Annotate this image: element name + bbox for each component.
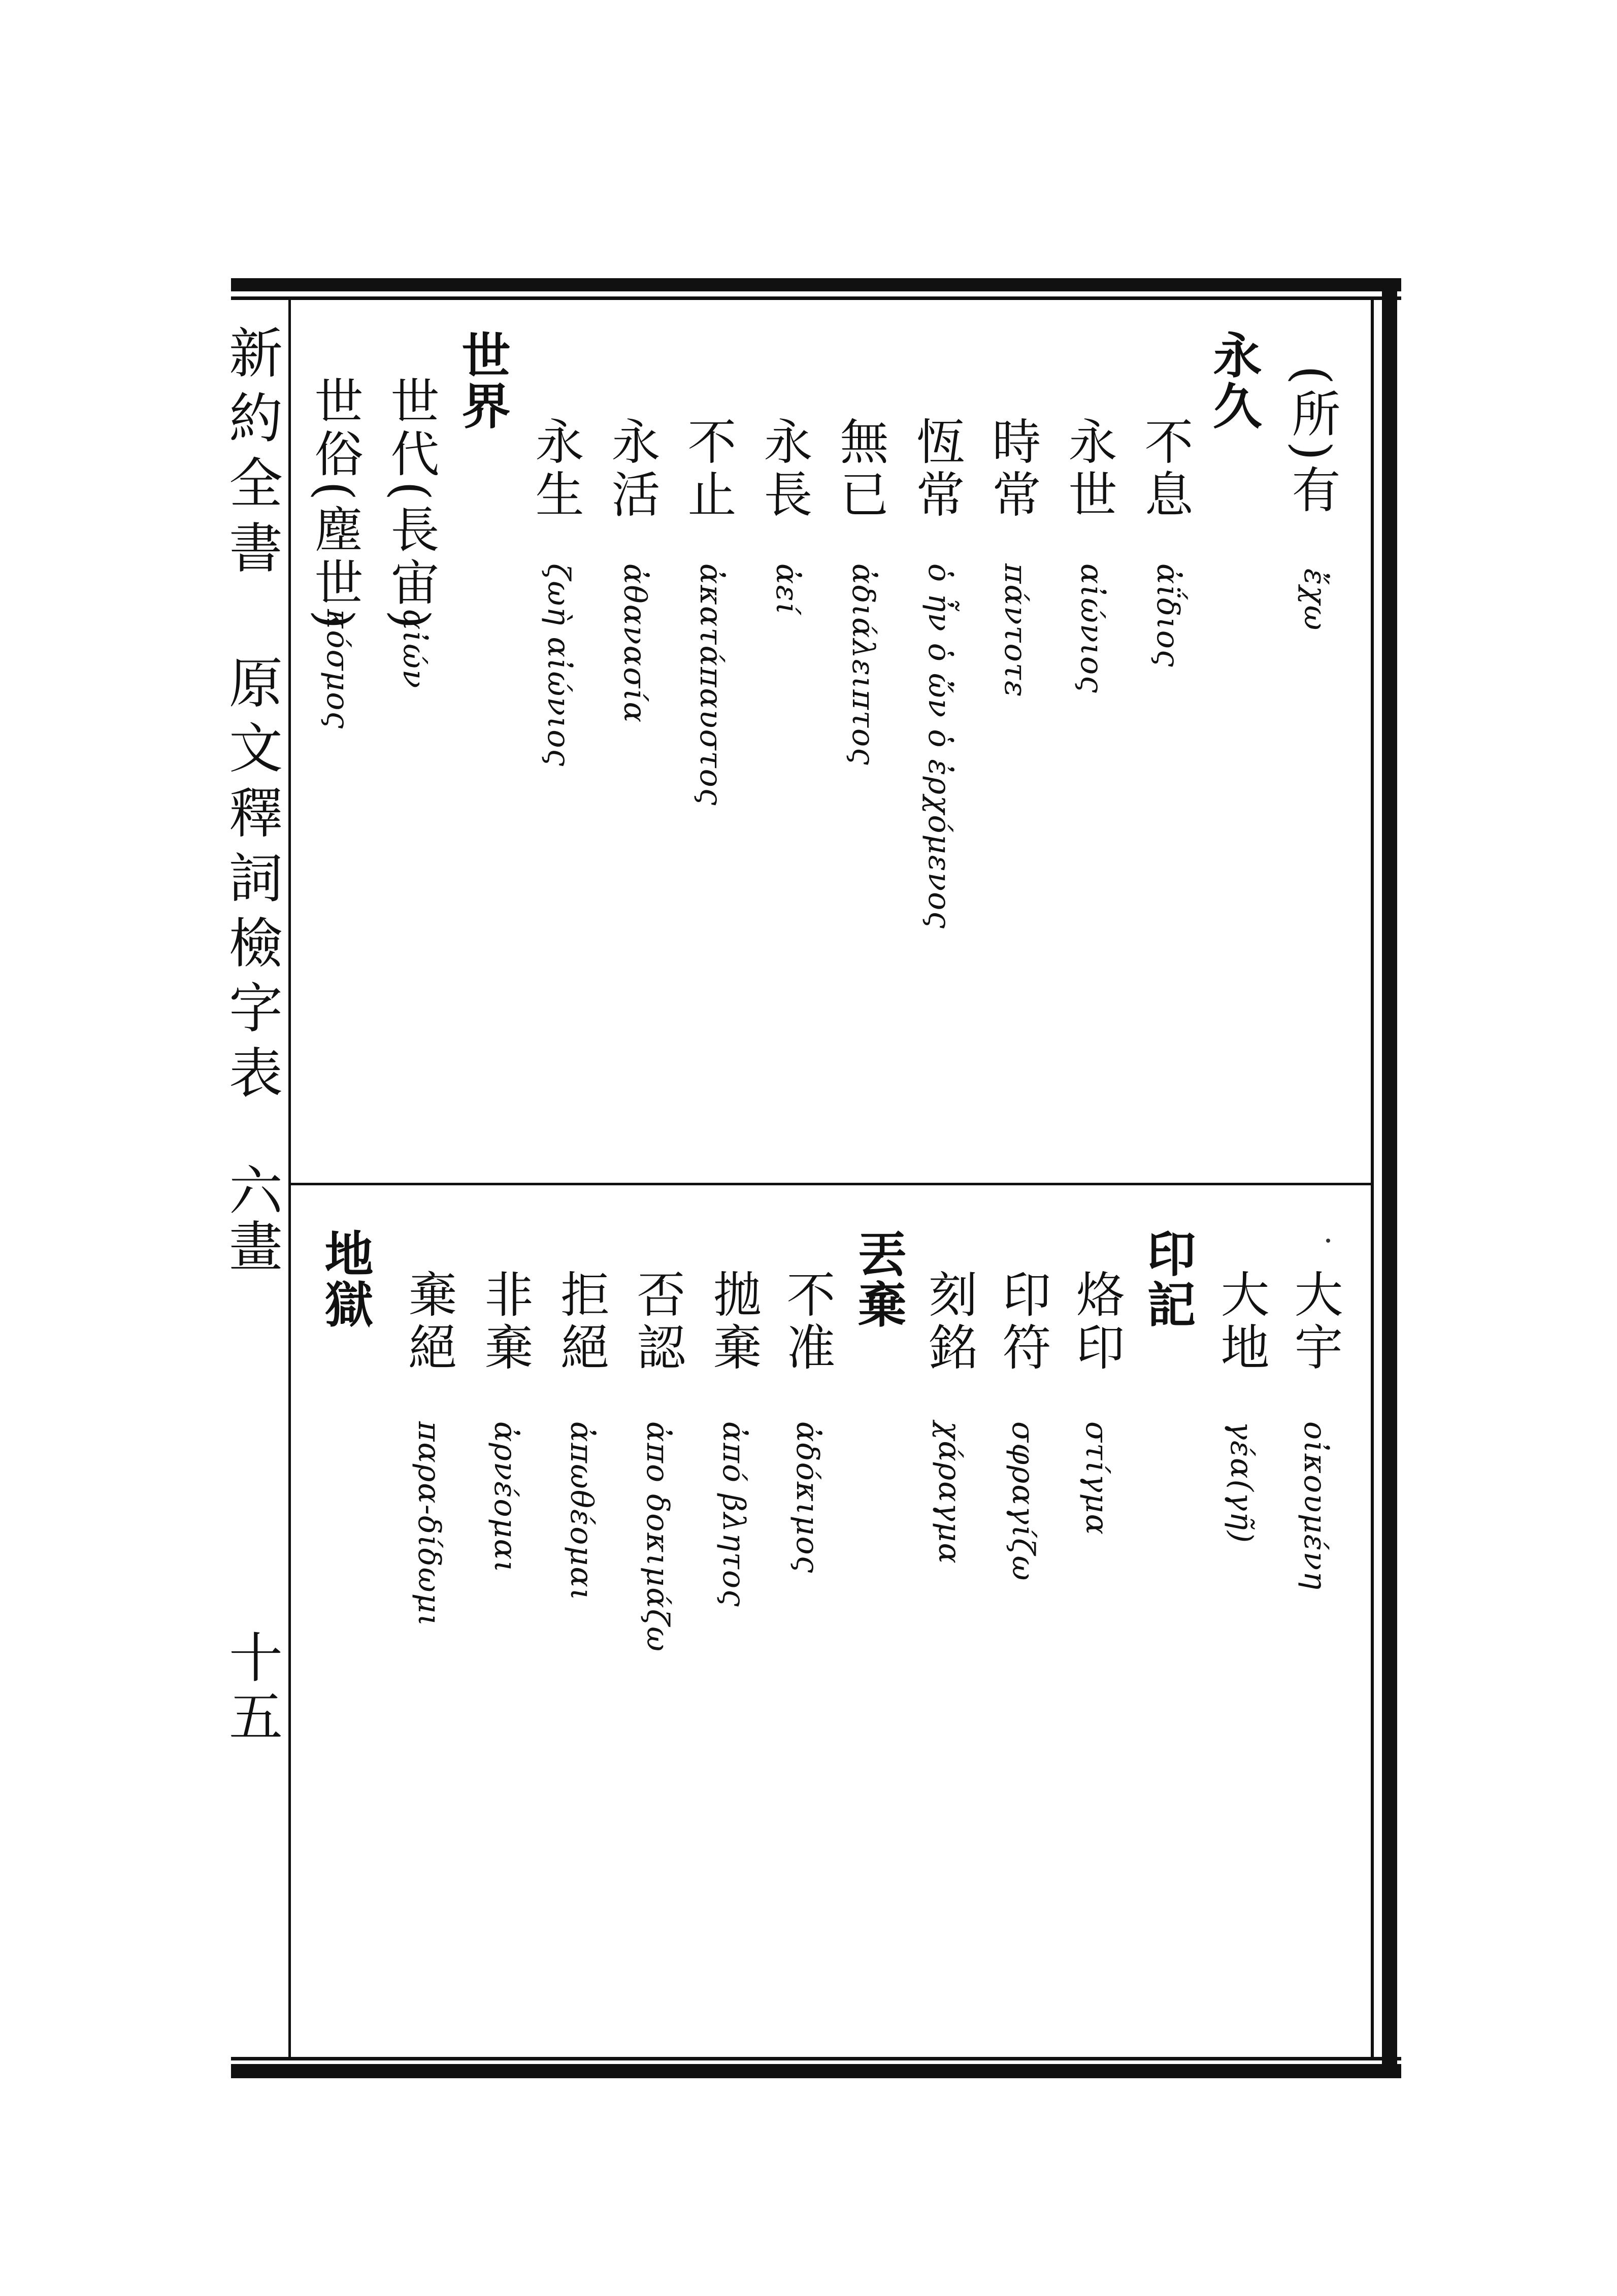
term-upper-3: 永世 xyxy=(1061,416,1117,522)
greek-upper-13: κόσμος xyxy=(320,609,355,730)
term-lower-9: 否認 xyxy=(629,1269,686,1375)
term-lower-0: 大宇 xyxy=(1286,1269,1343,1375)
greek-upper-6: ἀδιάλειπτος xyxy=(845,563,881,766)
greek-upper-3: αἰώνιος xyxy=(1074,563,1109,694)
term-upper-4: 時常 xyxy=(984,416,1041,522)
term-lower-11: 非棄 xyxy=(477,1269,534,1375)
term-upper-8: 不止 xyxy=(680,416,737,522)
term-upper-7: 永長 xyxy=(756,416,813,522)
term-lower-5: 刻銘 xyxy=(921,1269,978,1375)
term-lower-7: 不准 xyxy=(779,1269,836,1375)
greek-lower-3: στίγμα xyxy=(1079,1421,1114,1536)
greek-lower-5: χάραγμα xyxy=(932,1421,967,1565)
term-upper-5: 恆常 xyxy=(908,416,965,522)
greek-lower-9: ἀπο δοκιμάζω xyxy=(640,1421,675,1653)
term-lower-3: 烙印 xyxy=(1068,1269,1125,1375)
term-lower-12: 棄絕 xyxy=(401,1269,457,1375)
stroke-section: 六畫 xyxy=(220,1162,283,1274)
greek-lower-4: σφραγίζω xyxy=(1005,1421,1041,1582)
term-upper-13: 世俗(塵世) xyxy=(307,376,364,633)
greek-upper-12: αἰών xyxy=(396,609,432,689)
greek-upper-4: πάντοτε xyxy=(998,563,1033,698)
term-lower-8: 拋棄 xyxy=(705,1269,762,1375)
term-upper-6: 無已 xyxy=(832,416,889,522)
term-upper-12: 世代(長宙) xyxy=(383,376,440,633)
term-lower-10: 拒絕 xyxy=(553,1269,610,1375)
heading-lower-6: 丟棄 xyxy=(850,1228,907,1330)
ink-dot xyxy=(1326,1239,1330,1243)
page-number: 十五 xyxy=(220,1629,283,1747)
greek-lower-1: γέα(γῆ) xyxy=(1224,1421,1259,1544)
bottom-rule-thick xyxy=(231,2064,1401,2078)
book-title: 新約全書 xyxy=(220,325,283,585)
greek-upper-10: ζωὴ αἰώνιος xyxy=(541,563,576,768)
table-title: 原文釋詞檢字表 xyxy=(220,655,283,1110)
term-upper-9: 永活 xyxy=(604,416,661,522)
greek-lower-10: ἀπωθέομαι xyxy=(564,1421,599,1602)
greek-upper-5: ὁ ἦν ὁ ὤν ὁ ἐρχόμενος xyxy=(921,563,957,929)
term-upper-2: 不息 xyxy=(1137,416,1194,522)
top-rule-thick xyxy=(231,278,1401,291)
bottom-rule-thin xyxy=(231,2057,1401,2060)
frame-right-border xyxy=(1382,278,1397,2078)
greek-upper-9: ἀθανασία xyxy=(617,563,652,724)
heading-upper-1: 永久 xyxy=(1205,330,1263,431)
greek-lower-7: ἀδόκιμος xyxy=(789,1421,825,1574)
greek-lower-11: ἀρνέομαι xyxy=(487,1421,523,1574)
term-lower-4: 印符 xyxy=(995,1269,1051,1375)
greek-upper-8: ἀκατάπαυστος xyxy=(693,563,729,807)
greek-lower-8: ἀπό βλητος xyxy=(716,1421,751,1608)
greek-upper-2: ἀΐδιος xyxy=(1150,563,1185,668)
term-lower-1: 大地 xyxy=(1213,1269,1270,1375)
term-upper-10: 永生 xyxy=(527,416,584,522)
greek-upper-0: ἔχω xyxy=(1297,569,1333,631)
greek-upper-7: ἀεί xyxy=(769,563,805,616)
term-upper-0: (所)有 xyxy=(1284,365,1341,517)
frame-left-border xyxy=(288,300,291,2057)
register-divider xyxy=(288,1183,1374,1185)
top-rule-thin xyxy=(231,296,1401,300)
heading-lower-2: 印記 xyxy=(1139,1228,1197,1330)
heading-lower-13: 地獄 xyxy=(317,1228,374,1330)
frame-inner-right-border xyxy=(1371,300,1374,2057)
heading-upper-11: 世界 xyxy=(454,330,511,431)
greek-lower-12: παρα-δίδωμι xyxy=(411,1421,447,1627)
greek-lower-0: οἰκουμένη xyxy=(1297,1421,1333,1591)
